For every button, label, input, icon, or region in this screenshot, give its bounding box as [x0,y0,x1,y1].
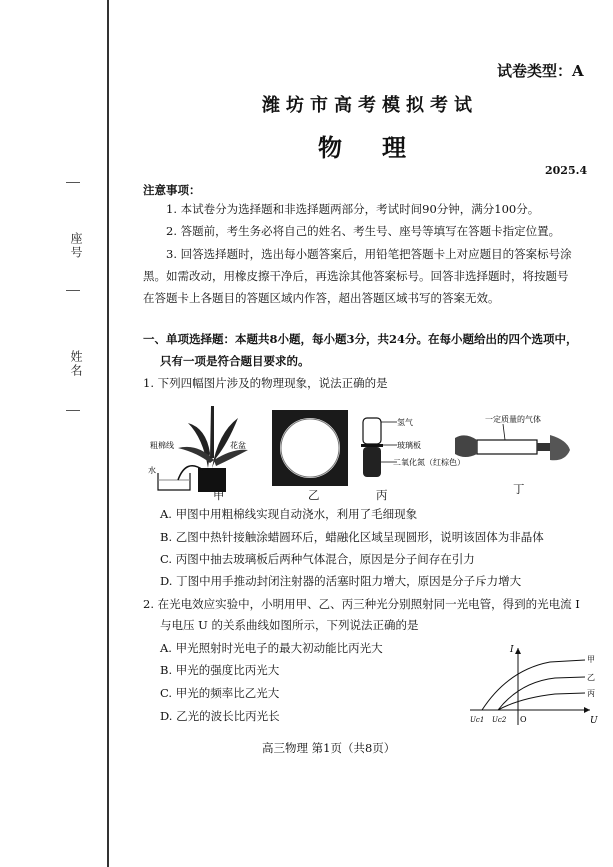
figure-label: 二氧化氮（红棕色） [393,458,465,467]
question-1-stem: 1. 下列四幅图片涉及的物理现象，说法正确的是 [143,376,388,390]
y-axis-label: I [510,645,514,655]
figure-label: 花盆 [230,441,246,450]
notes-heading: 注意事项： [143,183,201,197]
option-a: A. 甲图中用粗棉线实现自动浇水，利用了毛细现象 [160,507,418,521]
exam-date: 2025.4 [545,164,588,177]
curve-label: 丙 [587,689,595,698]
iu-graph [460,640,600,730]
binding-line [107,0,109,867]
curve-label: 甲 [587,655,595,664]
section-heading-cont: 只有一项是符合题目要求的。 [160,354,310,368]
exam-title: 潍坊市高考模拟考试 [262,95,478,116]
subject-title: 物理 [318,133,446,162]
option-d: D. 乙光的波长比丙光长 [160,709,280,723]
figure-bing [355,410,465,490]
option-a: A. 甲光照射时光电子的最大初动能比丙光大 [160,641,383,655]
figure-jia [148,398,273,498]
binding-dash [66,410,80,411]
binding-dash [66,290,80,291]
option-c: C. 甲光的频率比乙光大 [160,686,280,700]
binding-label-name: 姓名 [69,350,83,378]
option-b: B. 乙图中热针接触涂蜡圆环后，蜡融化区域呈现圆形，说明该固体为非晶体 [160,530,544,544]
figure-label: 玻璃板 [397,441,421,450]
figure-ding [455,410,575,490]
paper-type: 试卷类型：A [497,62,584,80]
figure-label: 粗棉线 [150,441,174,450]
note-item: 3. 回答选择题时，选出每小题答案后，用铅笔把答题卡上对应题目的答案标号涂 [166,247,572,261]
option-b: B. 甲光的强度比丙光大 [160,663,280,677]
section-heading: 一、单项选择题：本题共8小题，每小题3分，共24分。在每小题给出的四个选项中， [143,332,578,346]
figure-caption: 丁 [513,482,525,496]
note-item: 黑。如需改动，用橡皮擦干净后，再选涂其他答案标号。回答非选择题时，将按题号 [143,269,569,283]
figure-yi [270,408,350,488]
note-item: 2. 答题前，考生务必将自己的姓名、考生号、座号等填写在答题卡指定位置。 [166,224,561,238]
note-item: 1. 本试卷分为选择题和非选择题两部分，考试时间90分钟，满分100分。 [166,202,540,216]
figure-caption: 甲 [213,488,225,502]
x-tick-label: Uc2 [492,716,507,724]
figure-label: 氢气 [397,418,413,427]
figure-label: 一定质量的气体 [485,415,541,424]
binding-label-seat: 座号 [69,232,83,260]
question-2-stem: 2. 在光电效应实验中，小明用甲、乙、丙三种光分别照射同一光电管，得到的光电流 I [143,597,580,611]
option-d: D. 丁图中用手推动封闭注射器的活塞时阻力增大，原因是分子斥力增大 [160,574,522,588]
x-tick-label: Uc1 [470,716,485,724]
curve-label: 乙 [587,673,595,682]
figure-caption: 乙 [308,488,320,502]
question-2-stem-cont: 与电压 U 的关系曲线如图所示，下列说法正确的是 [160,618,419,632]
figure-label: 水 [148,466,156,475]
option-c: C. 丙图中抽去玻璃板后两种气体混合，原因是分子间存在引力 [160,552,475,566]
binding-dash [66,182,80,183]
page-footer: 高三物理 第1页（共8页） [262,741,396,755]
x-axis-label: U [590,716,598,726]
origin-label: O [520,715,527,724]
note-item: 在答题卡上各题目的答题区域内作答，超出答题区域书写的答案无效。 [143,291,500,305]
figure-caption: 丙 [376,488,388,502]
